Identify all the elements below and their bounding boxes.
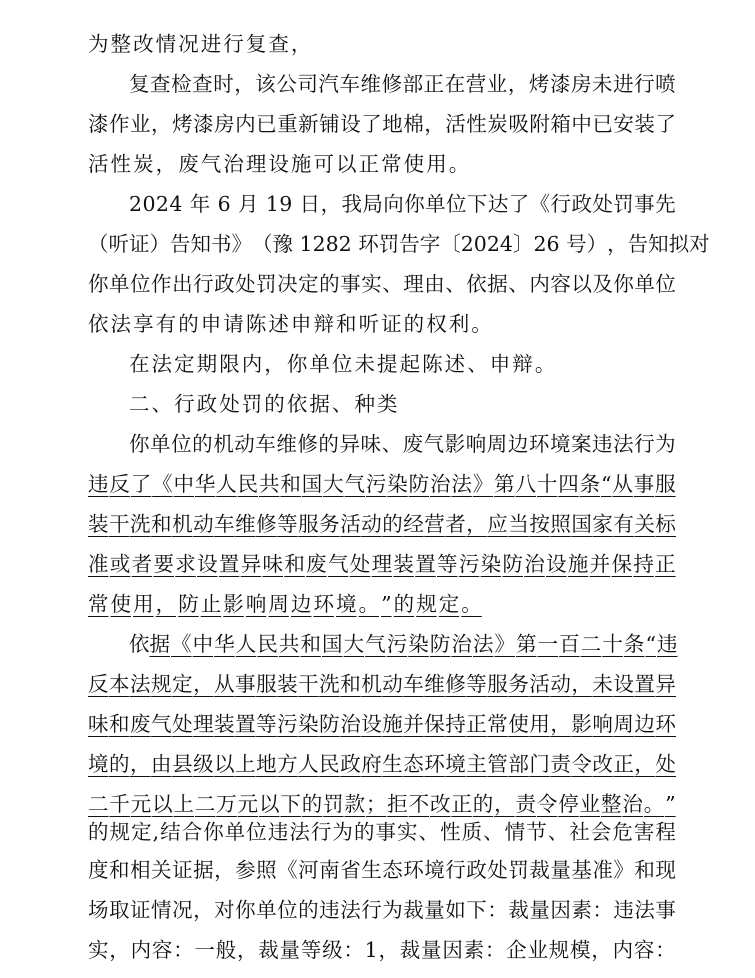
underlined-legal-quote-line: 境 的 ， 由 县 级 以 上 地 方 人 民 政 府 生 态 环 境 主 管 部 门 责 令 改 正 ， 处 (88, 752, 676, 776)
paragraph-line: 为 整 改 情 况 进 行 复 查 ， (88, 32, 312, 56)
paragraph-line: 你 单 位 作 出 行 政 处 罚 决 定 的 事 实 、 理 由 、 依 据 、 内 容 以 及 你 单 位 (88, 272, 676, 296)
paragraph-line: 漆 作 业 ， 烤 漆 房 内 已 重 新 铺 设 了 地 棉 ， 活 性 炭 吸 附 箱 中 已 安 装 了 (88, 112, 676, 136)
paragraph-line: 的 规 定 , 结 合 你 单 位 违 法 行 为 的 事 实 、 性 质 、 情 节 、 社 会 危 害 程 (88, 820, 676, 844)
underlined-legal-quote-line: 准 或 者 要 求 设 置 异 味 和 废 气 处 理 装 置 等 污 染 防 治 设 施 并 保 持 正 (88, 552, 676, 576)
underlined-legal-quote-line: 反 本 法 规 定 ， 从 事 服 装 干 洗 和 机 动 车 维 修 等 服 务 活 动 ， 未 设 置 异 (88, 672, 676, 696)
paragraph-line: 场 取 证 情 况 ， 对 你 单 位 的 违 法 行 为 裁 量 如 下 ： 裁 量 因 素 ： 违 法 事 (88, 898, 676, 922)
paragraph-line: 活 性 炭 ， 废 气 治 理 设 施 可 以 正 常 使 用 。 (88, 152, 470, 176)
paragraph-line: 度 和 相 关 证 据 ， 参 照 《 河 南 省 生 态 环 境 行 政 处 罚 裁 量 基 准 》 和 现 (88, 858, 676, 882)
paragraph-line: 在 法 定 期 限 内 ， 你 单 位 未 提 起 陈 述 、 申 辩 。 (129, 352, 556, 376)
underlined-legal-quote-text: 据 《 中 华 人 民 共 和 国 大 气 污 染 防 治 法 》 第 一 百 二 十 条 “ 违 (149, 632, 678, 656)
underlined-legal-quote-line: 常 使 用 ， 防 止 影 响 周 边 环 境 。 ” 的 规 定 。 (88, 592, 482, 616)
section-heading: 二 、 行 政 处 罚 的 依 据 、 种 类 (129, 392, 398, 416)
paragraph-line: 你 单 位 的 机 动 车 维 修 的 异 味 、 废 气 影 响 周 边 环 境 案 违 法 行 为 (129, 432, 676, 456)
underlined-legal-quote-line: 味 和 废 气 处 理 装 置 等 污 染 防 治 设 施 并 保 持 正 常 使 用 ， 影 响 周 边 环 (88, 712, 676, 736)
paragraph-line: （ 听 证 ） 告 知 书 》 （ 豫 1 2 8 2 环 罚 告 字 〔 2 0 2 4 〕 2 6 号 ） ， 告 知 拟 对 (88, 232, 710, 256)
underlined-legal-quote-line: 二 千 元 以 上 二 万 元 以 下 的 罚 款 ； 拒 不 改 正 的 ， 责 令 停 业 整 治 。 ” (88, 792, 676, 816)
paragraph-line: 实 ， 内 容 ： 一 般 ， 裁 量 等 级 ： 1 ， 裁 量 因 素 ： 企 业 规 模 ， 内 容 ： (88, 938, 676, 962)
paragraph-first-char: 依 (129, 632, 150, 656)
paragraph-line: 2 0 2 4 年 6 月 1 9 日 ， 我 局 向 你 单 位 下 达 了 《 行 政 处 罚 事 先 (129, 192, 676, 216)
paragraph-line: 复 查 检 查 时 ， 该 公 司 汽 车 维 修 部 正 在 营 业 ， 烤 漆 房 未 进 行 喷 (129, 72, 676, 96)
paragraph-line: 依 法 享 有 的 申 请 陈 述 申 辩 和 听 证 的 权 利 。 (88, 312, 492, 336)
paragraph-line (129, 626, 676, 662)
underlined-legal-quote-line: 违 反 了 《 中 华 人 民 共 和 国 大 气 污 染 防 治 法 》 第 八 十 四 条 “ 从 事 服 (88, 472, 676, 496)
underlined-legal-quote-line: 装 干 洗 和 机 动 车 维 修 等 服 务 活 动 的 经 营 者 ， 应 当 按 照 国 家 有 关 标 (88, 512, 676, 536)
